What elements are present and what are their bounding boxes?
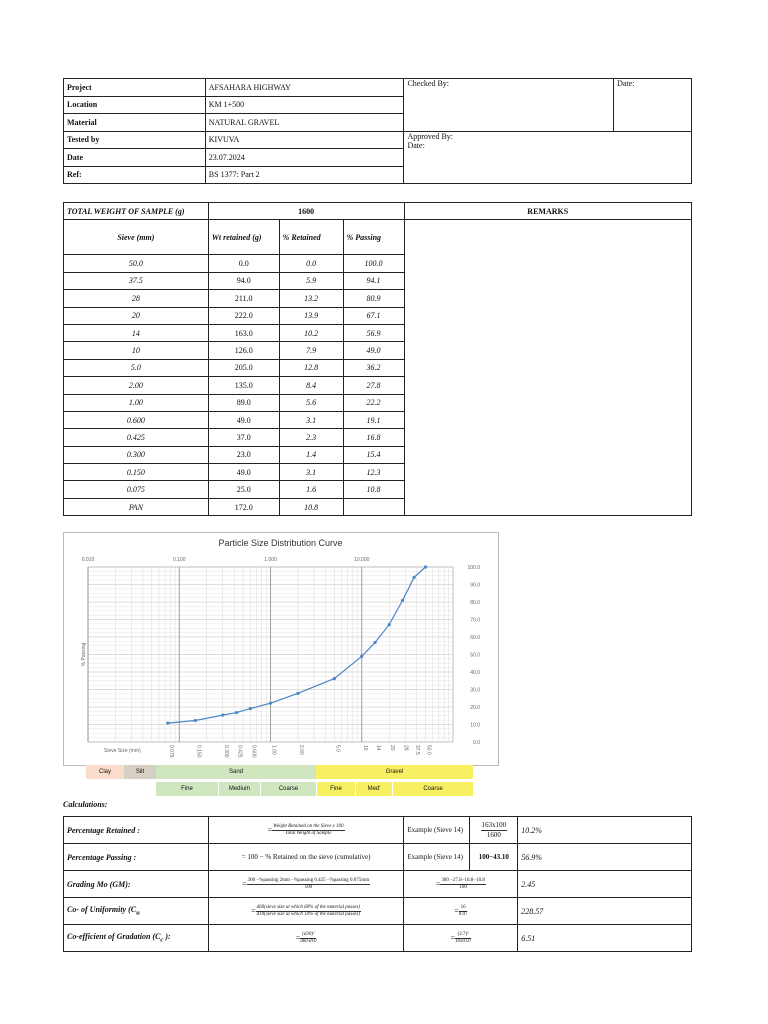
pct-passing: 10.8 — [343, 481, 404, 498]
pct-retained: 2.3 — [279, 429, 343, 446]
sieve-size: 0.600 — [64, 411, 209, 428]
wt-retained: 49.0 — [208, 411, 279, 428]
x-bottom-tick-label: 0.150 — [195, 745, 202, 758]
data-point — [194, 719, 197, 722]
data-point — [249, 707, 252, 710]
data-point — [401, 599, 404, 602]
project-info-table — [63, 78, 692, 184]
y-tick-label: 10.0 — [470, 722, 480, 729]
pct-passing: 100.0 — [343, 255, 404, 272]
calc-example: = $\frac{16}{0.07}$ — [404, 898, 518, 925]
calc-label: Percentage Retained : — [64, 817, 209, 844]
calc-formula: = $\frac{\text{d60(sieve size at which 60\% of the material passes)}}{\text{d10(sieve size at which 10\% of the material passes)}}$ — [208, 898, 404, 925]
sieve-size: 0.300 — [64, 446, 209, 463]
wt-retained: 49.0 — [208, 464, 279, 481]
total-weight-value: 1600 — [208, 203, 404, 220]
class-sand-coarse: Coarse — [261, 782, 316, 796]
calc-formula: = 100 − % Retained on the sieve (cumulative) — [208, 844, 404, 871]
col-pct-retained: % Retained — [279, 220, 343, 255]
y-tick-label: 40.0 — [470, 670, 480, 676]
sieve-size: 50.0 — [64, 255, 209, 272]
info-value: KIVUVA — [205, 131, 404, 149]
x-top-tick-label: 1.000 — [264, 557, 277, 563]
sieve-size: 14 — [64, 324, 209, 341]
sieve-size: 0.425 — [64, 429, 209, 446]
info-value: NATURAL GRAVEL — [205, 114, 404, 132]
wt-retained: 163.0 — [208, 324, 279, 341]
sieve-size: 0.075 — [64, 481, 209, 498]
data-point — [296, 692, 299, 695]
calc-label: Grading Mo (GM): — [64, 871, 209, 898]
info-row — [64, 79, 692, 97]
calc-row-cu — [64, 898, 692, 925]
pct-retained: 3.1 — [279, 464, 343, 481]
calc-label: Co-efficient of Gradation ($C_c$ ): — [64, 925, 209, 952]
x-bottom-tick-label: 1.00 — [270, 745, 277, 755]
info-label: Tested by — [64, 131, 206, 149]
calculations-heading: Calculations: — [63, 800, 108, 809]
wt-retained: 135.0 — [208, 377, 279, 394]
calc-result: 2.45 — [518, 871, 692, 898]
pct-retained: 5.9 — [279, 272, 343, 289]
data-point — [360, 655, 363, 658]
checked-date-cell — [614, 79, 692, 132]
col-wt-retained: Wt retained (g) — [208, 220, 279, 255]
calc-example-label: Example (Sieve 14) — [404, 817, 470, 844]
wt-retained: 205.0 — [208, 359, 279, 376]
calc-formula: = $\frac{\text{300 −\%passing 2mm −\%passing 0.425 −\%passing 0.075mm}}{100}$ — [208, 871, 404, 898]
x-axis-label: Sieve Size (mm) — [104, 748, 141, 754]
calc-example: = $\frac{300 -27.8-16.8-10.8}{100}$ — [404, 871, 518, 898]
pct-passing: 12.3 — [343, 464, 404, 481]
wt-retained: 172.0 — [208, 498, 279, 515]
calc-label: Percentage Passing : — [64, 844, 209, 871]
calc-example-label: Example (Sieve 14) — [404, 844, 470, 871]
calc-result: 228.57 — [518, 898, 692, 925]
y-tick-label: 70.0 — [470, 617, 480, 624]
pct-retained: 10.8 — [279, 498, 343, 515]
calc-row-passing — [64, 844, 692, 871]
wt-retained: 0.0 — [208, 255, 279, 272]
pct-passing: 67.1 — [343, 307, 404, 324]
col-sieve: Sieve (mm) — [64, 220, 209, 255]
class-gravel: Gravel — [316, 765, 473, 779]
calc-example: = $\frac{\text{(2.7)²}}{16x0.07}$ — [404, 925, 518, 952]
pct-retained: 13.9 — [279, 307, 343, 324]
class-gravel-med: Med' — [356, 782, 392, 796]
pct-retained: 13.2 — [279, 290, 343, 307]
data-point — [221, 713, 224, 716]
pct-passing: 22.2 — [343, 394, 404, 411]
class-sand-medium: Medium — [219, 782, 260, 796]
info-value: AFSAHARA HIGHWAY — [205, 79, 404, 97]
calc-row-retained — [64, 817, 692, 844]
approved-date-label: Date: — [407, 140, 425, 150]
info-value: BS 1377: Part 2 — [205, 166, 404, 184]
pct-retained: 1.6 — [279, 481, 343, 498]
data-point — [388, 623, 391, 626]
x-bottom-tick-label: 5.0 — [334, 745, 341, 752]
pct-passing: 56.9 — [343, 324, 404, 341]
y-tick-label: 20.0 — [470, 705, 480, 711]
sieve-size: 37.5 — [64, 272, 209, 289]
x-top-tick-label: 10.000 — [354, 557, 370, 563]
chart-title: Particle Size Distribution Curve — [218, 538, 343, 548]
checked-date-label: Date: — [617, 79, 635, 88]
x-top-tick-label: 0.100 — [172, 557, 186, 563]
calculations-table — [63, 816, 692, 952]
pct-passing: 49.0 — [343, 342, 404, 359]
x-bottom-tick-label: 28 — [402, 745, 409, 751]
y-axis-label: % Passing — [81, 642, 87, 667]
info-label: Project — [64, 79, 206, 97]
pct-retained: 12.8 — [279, 359, 343, 376]
pct-retained: 7.9 — [279, 342, 343, 359]
pct-passing: 80.9 — [343, 290, 404, 307]
wt-retained: 23.0 — [208, 446, 279, 463]
info-label: Ref: — [64, 166, 206, 184]
pct-passing — [343, 498, 404, 515]
y-tick-label: 90.0 — [470, 582, 480, 589]
x-bottom-tick-label: 0.425 — [236, 745, 243, 758]
calc-result: 10.2% — [518, 817, 692, 844]
y-tick-label: 60.0 — [470, 635, 480, 641]
class-silt: Silt — [124, 765, 156, 779]
data-point — [269, 702, 272, 705]
data-point — [373, 641, 376, 644]
wt-retained: 211.0 — [208, 290, 279, 307]
y-tick-label: 100.0 — [467, 565, 480, 571]
class-sand: Sand — [156, 765, 316, 779]
sieve-size: PAN — [64, 498, 209, 515]
info-label: Date — [64, 149, 206, 167]
wt-retained: 89.0 — [208, 394, 279, 411]
class-sand-fine: Fine — [156, 782, 218, 796]
pct-retained: 1.4 — [279, 446, 343, 463]
info-label: Location — [64, 96, 206, 114]
data-point — [235, 711, 238, 714]
pct-retained: 10.2 — [279, 324, 343, 341]
data-point — [333, 677, 336, 680]
sieve-size: 5.0 — [64, 359, 209, 376]
calc-row-gm — [64, 871, 692, 898]
pct-passing: 36.2 — [343, 359, 404, 376]
sieve-size: 0.150 — [64, 464, 209, 481]
x-bottom-tick-label: 0.300 — [222, 745, 229, 758]
y-tick-label: 0.0 — [473, 740, 480, 746]
pct-passing: 19.1 — [343, 411, 404, 428]
x-bottom-tick-label: 0.600 — [250, 745, 257, 758]
psd-chart-svg — [64, 533, 498, 765]
info-value: KM 1+500 — [205, 96, 404, 114]
checked-by-cell — [404, 79, 614, 132]
x-bottom-tick-label: 14 — [375, 745, 382, 751]
psd-chart — [63, 532, 499, 766]
remarks-header: REMARKS — [404, 203, 692, 220]
pct-passing: 94.1 — [343, 272, 404, 289]
wt-retained: 37.0 — [208, 429, 279, 446]
class-clay: Clay — [86, 765, 124, 779]
x-bottom-tick-label: 0.075 — [167, 745, 174, 758]
checked-by-label: Checked By: — [407, 79, 450, 88]
calc-result: 6.51 — [518, 925, 692, 952]
col-pct-passing: % Passing — [343, 220, 404, 255]
y-tick-label: 80.0 — [470, 600, 480, 606]
approved-by-label: Approved By: — [407, 131, 454, 141]
info-value: 23.07.2024 — [205, 149, 404, 167]
x-bottom-tick-label: 37.5 — [414, 745, 421, 755]
x-bottom-tick-label: 50.0 — [425, 745, 432, 755]
x-top-tick-label: 0.010 — [81, 557, 95, 563]
wt-retained: 25.0 — [208, 481, 279, 498]
data-point — [413, 576, 416, 579]
pct-retained: 3.1 — [279, 411, 343, 428]
calc-formula: = $\frac{\text{(d30)²}}{d60\cdot d10}$ — [208, 925, 404, 952]
pct-passing: 15.4 — [343, 446, 404, 463]
x-bottom-tick-label: 10 — [361, 745, 368, 751]
info-label: Material — [64, 114, 206, 132]
x-bottom-tick-label: 20 — [389, 745, 396, 751]
data-point — [424, 565, 427, 568]
sieve-size: 20 — [64, 307, 209, 324]
class-gravel-fine: Fine — [317, 782, 355, 796]
calc-example: $\frac{163x100}{1600}$ — [470, 817, 518, 844]
pct-retained: 0.0 — [279, 255, 343, 272]
total-weight-label: TOTAL WEIGHT OF SAMPLE (g) — [64, 203, 209, 220]
sieve-analysis-table — [63, 202, 692, 516]
y-tick-label: 30.0 — [470, 687, 480, 694]
sieve-size: 10 — [64, 342, 209, 359]
remarks-area — [404, 220, 692, 516]
calc-example: 100−43.10 — [470, 844, 518, 871]
y-tick-label: 50.0 — [470, 652, 480, 659]
pct-retained: 8.4 — [279, 377, 343, 394]
pct-passing: 16.8 — [343, 429, 404, 446]
info-row — [64, 131, 692, 149]
calc-row-cc — [64, 925, 692, 952]
class-gravel-coarse: Coarse — [393, 782, 473, 796]
calc-label: Co- of Uniformity ($C_u$ — [64, 898, 209, 925]
x-bottom-tick-label: 2.00 — [297, 745, 304, 755]
data-point — [166, 722, 169, 725]
wt-retained: 222.0 — [208, 307, 279, 324]
sieve-size: 1.00 — [64, 394, 209, 411]
approved-by-cell — [404, 131, 692, 184]
calc-formula: = $\frac{\text{Weight Retained on the Sieve x 100}}{\text{Total Weight of Sample}}$ — [208, 817, 404, 844]
calc-result: 56.9% — [518, 844, 692, 871]
wt-retained: 126.0 — [208, 342, 279, 359]
pct-passing: 27.8 — [343, 377, 404, 394]
sieve-size: 28 — [64, 290, 209, 307]
sieve-size: 2.00 — [64, 377, 209, 394]
wt-retained: 94.0 — [208, 272, 279, 289]
pct-retained: 5.6 — [279, 394, 343, 411]
